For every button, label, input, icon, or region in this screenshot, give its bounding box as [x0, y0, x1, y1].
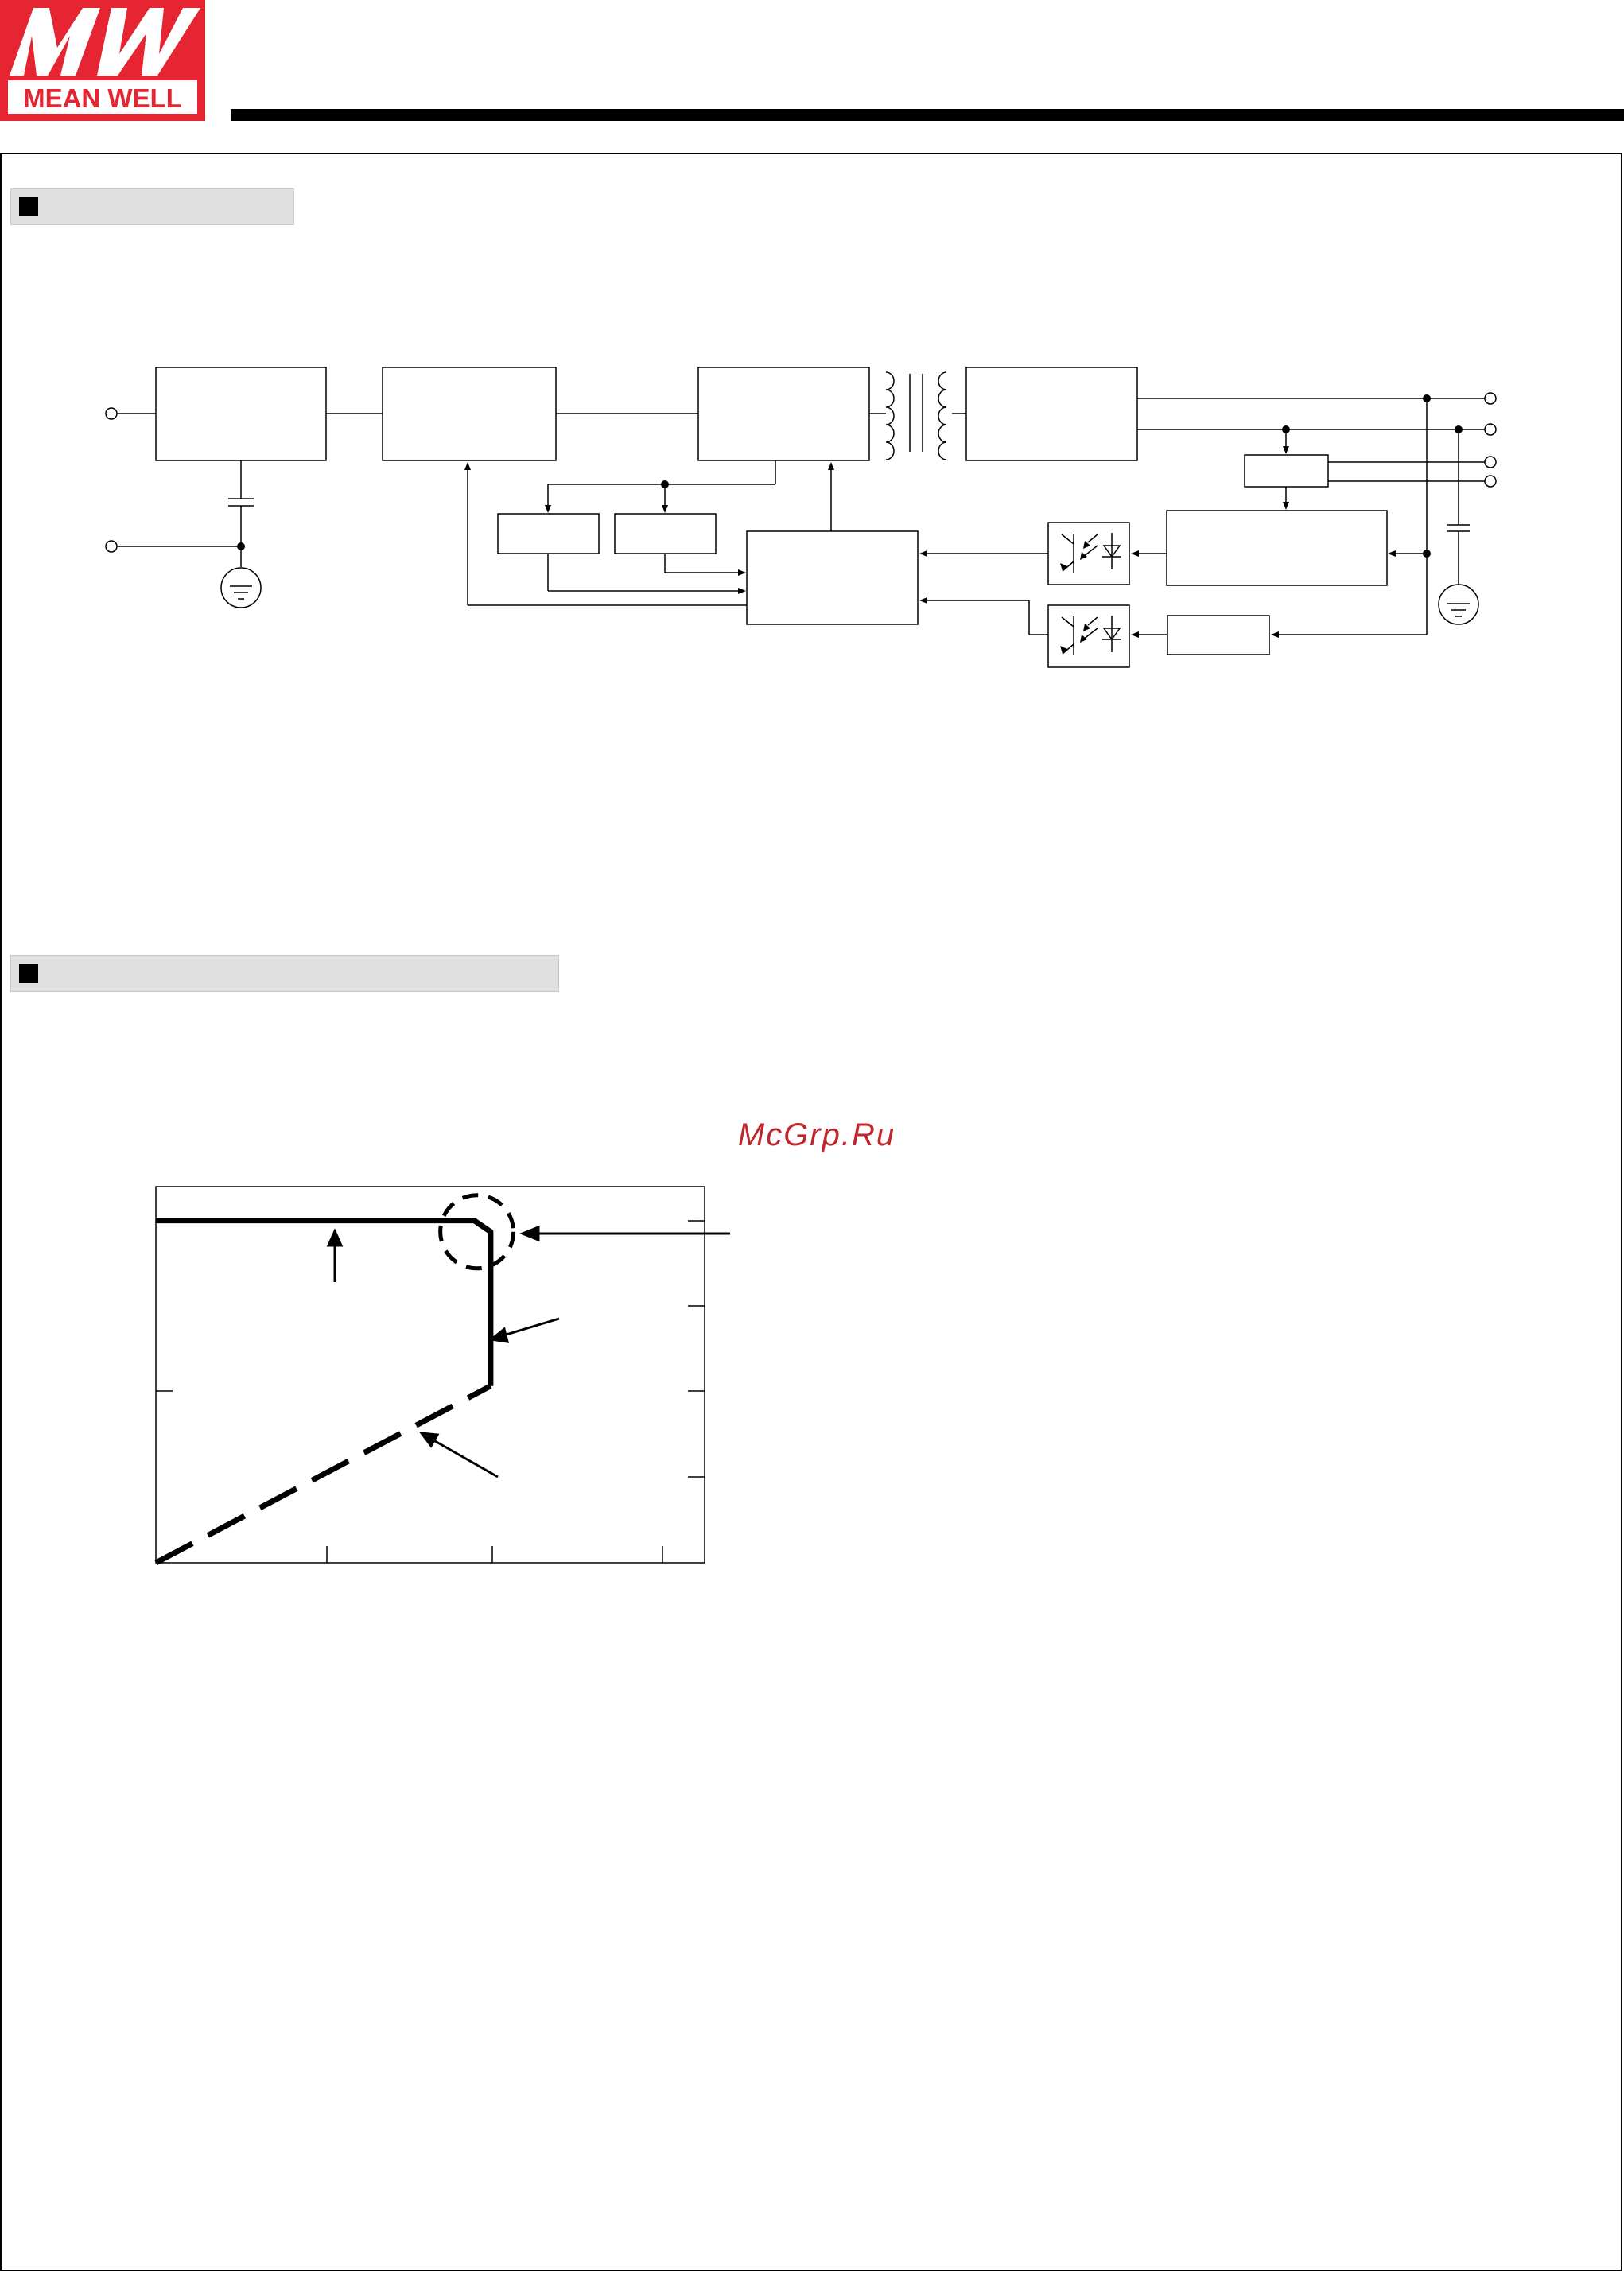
photo-coupler-symbol-2	[1062, 616, 1121, 655]
section-header-output-curve	[10, 955, 559, 992]
transformer-secondary	[938, 372, 946, 460]
section-bullet-square	[19, 964, 38, 983]
ground-icon-output	[1439, 585, 1478, 624]
photo-coupler-symbol-1	[1062, 533, 1121, 573]
logo-brand-text: MEAN WELL	[23, 84, 182, 113]
block-aux-regulator	[1245, 455, 1328, 487]
output-terminal-4	[1485, 476, 1496, 487]
input-terminal-2	[106, 541, 117, 552]
output-curve-chart	[143, 1177, 748, 1575]
section-header-block-diagram	[10, 188, 294, 225]
annotation-arrow-cc	[501, 1319, 559, 1336]
header-rule	[231, 109, 1624, 121]
input-terminal-1	[106, 408, 117, 419]
block-diagram	[95, 354, 1511, 672]
block-sense-circuit	[1167, 616, 1269, 655]
output-terminal-2	[1485, 424, 1496, 435]
output-terminal-3	[1485, 457, 1496, 468]
block-photo-coupler-1	[1048, 523, 1129, 585]
chart-plot-frame	[156, 1187, 705, 1563]
ground-icon-input	[221, 568, 261, 608]
annotation-arrow-foldback	[429, 1438, 498, 1477]
block-emi-filter	[156, 367, 326, 460]
constant-voltage-line	[156, 1221, 491, 1386]
block-photo-coupler-2	[1048, 605, 1129, 667]
block-detection-circuit	[1167, 511, 1387, 585]
section-bullet-square	[19, 197, 38, 216]
knee-dashed-circle	[441, 1195, 514, 1269]
block-output-rectifier	[966, 367, 1137, 460]
block-power-switching	[698, 367, 869, 460]
mean-well-logo	[0, 0, 205, 121]
transformer-primary	[886, 372, 894, 460]
watermark: McGrp.Ru	[737, 1117, 896, 1152]
block-otp	[615, 514, 716, 554]
output-terminal-1	[1485, 393, 1496, 404]
foldback-dashed-line	[156, 1386, 491, 1563]
block-ovp	[498, 514, 599, 554]
block-rectifier	[383, 367, 556, 460]
block-pwm-control	[747, 531, 918, 624]
